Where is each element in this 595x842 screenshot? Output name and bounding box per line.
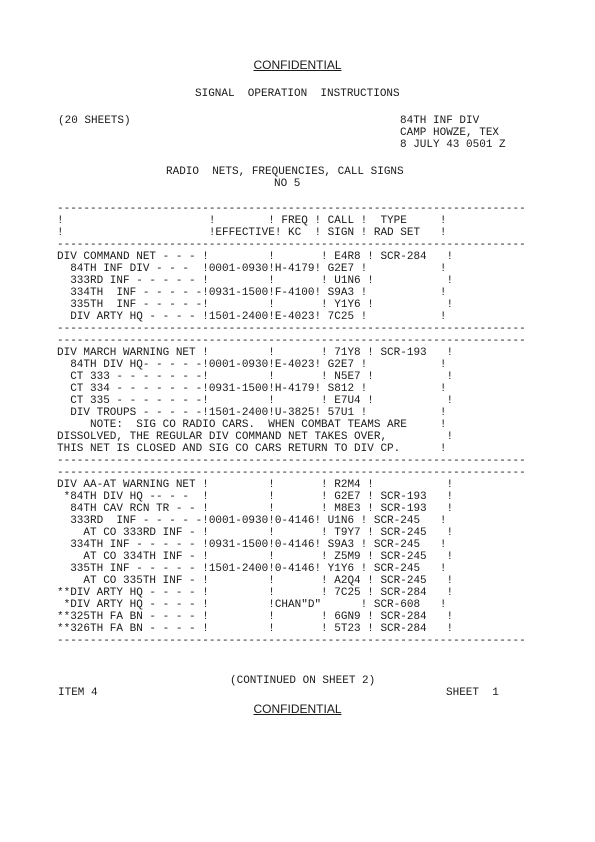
table-rule: ----------------------------------------------------------------------- [57,335,526,347]
table-row: 333RD INF - - - - - ! ! ! U1N6 ! ! [57,275,454,287]
item-number: ITEM 4 [58,687,98,699]
sheet-number: SHEET 1 [446,687,499,699]
table-header-line: ! ! ! FREQ ! CALL ! TYPE ! [57,215,447,227]
table-row: DISSOLVED, THE REGULAR DIV COMMAND NET TAKES OVER, ! [57,431,454,443]
table-row: 334TH INF - - - - - !0931-1500!0-4146! S9A3 ! SCR-245 ! [57,539,447,551]
table-row: *84TH DIV HQ -- - - ! ! ! G2E7 ! SCR-193 ! [57,491,454,503]
table-rule: ----------------------------------------------------------------------- [57,239,526,251]
table-row: CT 335 - - - - - - -! ! ! E7U4 ! ! [57,395,454,407]
table-row: CT 334 - - - - - - -!0931-1500!H-4179! S812 ! ! [57,383,447,395]
section-number: NO 5 [274,178,301,190]
table-row: DIV MARCH WARNING NET ! ! ! 71Y8 ! SCR-193 ! [57,347,454,359]
table-rule: ----------------------------------------------------------------------- [57,467,526,479]
table-row: 333RD INF - - - - -!0001-0930!0-4146! U1N6 ! SCR-245 ! [57,515,447,527]
table-row: 84TH DIV HQ- - - - -!0001-0930!E-4023! G2E7 ! ! [57,359,447,371]
table-rule: ----------------------------------------------------------------------- [57,203,526,215]
table-row: DIV TROUPS - - - - -!1501-2400!U-3825! 57U1 ! ! [57,407,447,419]
table-rule: ----------------------------------------------------------------------- [57,323,526,335]
table-row: THIS NET IS CLOSED AND SIG CO CARS RETURN TO DIV CP. ! [57,443,447,455]
table-row: **326TH FA BN - - - - ! ! ! 5T23 ! SCR-284 ! [57,623,454,635]
table-row: CT 333 - - - - - - -! ! ! N5E7 ! ! [57,371,454,383]
table-row: DIV AA-AT WARNING NET ! ! ! R2M4 ! ! [57,479,454,491]
doc-title: SIGNAL OPERATION INSTRUCTIONS [195,88,400,100]
table-rule: ----------------------------------------------------------------------- [57,455,526,467]
classification-top: CONFIDENTIAL [253,58,342,72]
table-row: **325TH FA BN - - - - ! ! ! 6GN9 ! SCR-284 ! [57,611,454,623]
table-row: 334TH INF - - - - -!0931-1500!F-4100! S9A3 ! ! [57,287,447,299]
radio-nets-table [57,203,526,647]
table-row: **DIV ARTY HQ - - - - ! ! ! 7C25 ! SCR-284 ! [57,587,454,599]
sheets-count: (20 SHEETS) [58,115,131,127]
table-row: DIV COMMAND NET - - - ! ! ! E4R8 ! SCR-284 ! [57,251,454,263]
location: CAMP HOWZE, TEX [400,127,500,139]
table-row: AT CO 334TH INF - ! ! ! Z5M9 ! SCR-245 ! [57,551,454,563]
table-row: DIV ARTY HQ - - - - !1501-2400!E-4023! 7C25 ! ! [57,311,447,323]
table-row: 84TH CAV RCN TR - - ! ! ! M8E3 ! SCR-193 ! [57,503,454,515]
table-row: 335TH INF - - - - - !1501-2400!0-4146! Y1Y6 ! SCR-245 ! [57,563,447,575]
table-row: NOTE: SIG CO RADIO CARS. WHEN COMBAT TEAMS ARE ! [57,419,447,431]
unit-name: 84TH INF DIV [400,115,480,127]
table-row: 335TH INF - - - - -! ! ! Y1Y6 ! ! [57,299,454,311]
continued-note: (CONTINUED ON SHEET 2) [230,675,376,687]
table-row: AT CO 333RD INF - ! ! ! T9Y7 ! SCR-245 ! [57,527,454,539]
table-row: *DIV ARTY HQ - - - - ! !CHAN"D" ! SCR-608 ! [57,599,447,611]
classification-bottom: CONFIDENTIAL [253,702,342,716]
table-row: AT CO 335TH INF - ! ! ! A2Q4 ! SCR-245 ! [57,575,454,587]
table-row: 84TH INF DIV - - - !0001-0930!H-4179! G2E7 ! ! [57,263,447,275]
table-rule: ----------------------------------------------------------------------- [57,635,526,647]
date-time: 8 JULY 43 0501 Z [400,139,506,151]
section-title: RADIO NETS, FREQUENCIES, CALL SIGNS [166,166,404,178]
table-header-line: ! !EFFECTIVE! KC ! SIGN ! RAD SET ! [57,227,447,239]
